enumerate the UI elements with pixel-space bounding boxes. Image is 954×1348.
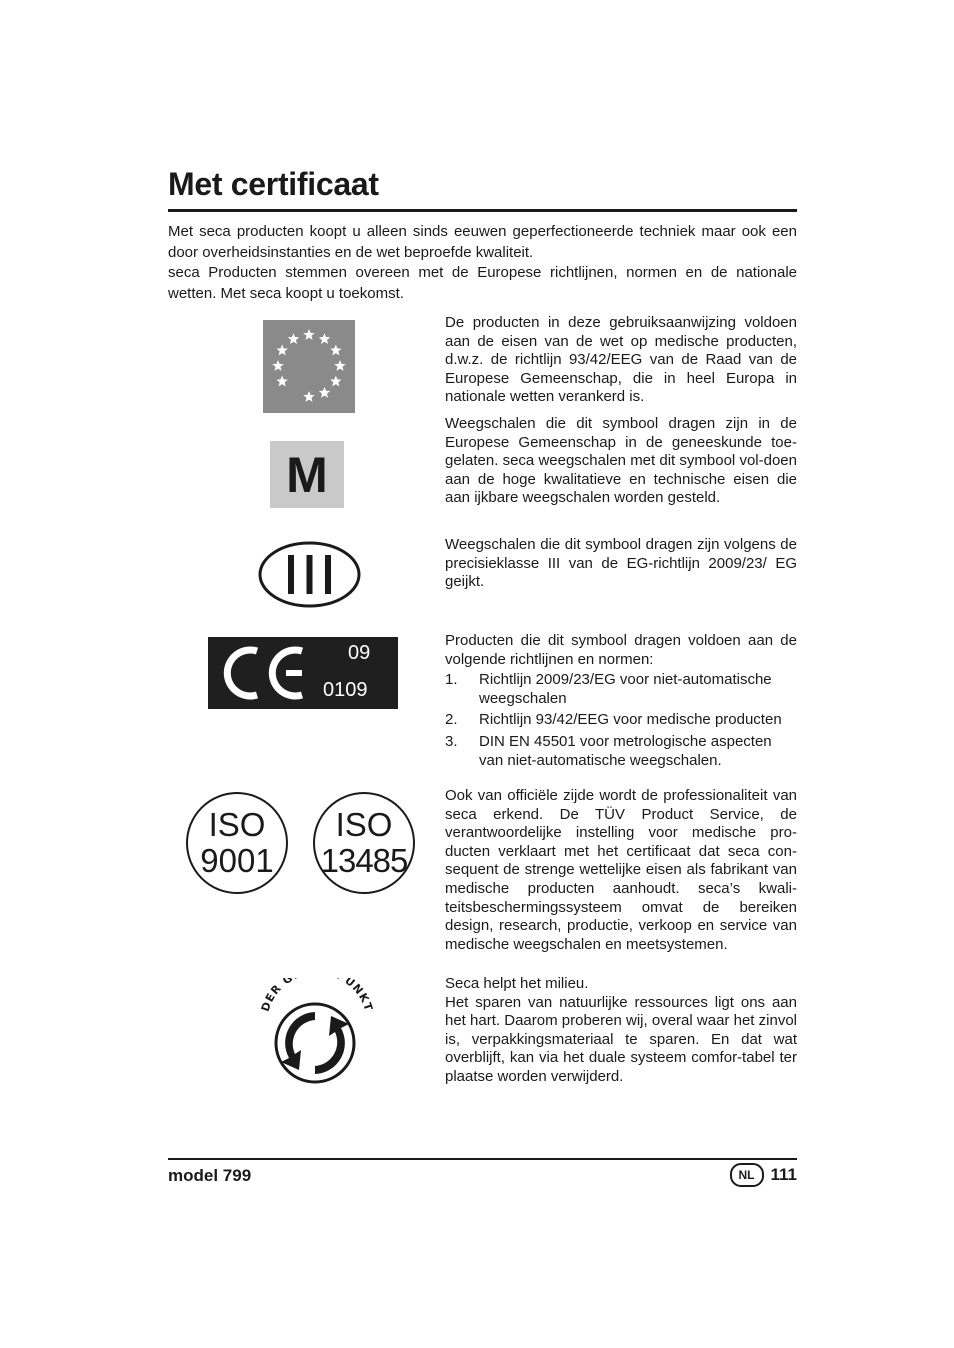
footer-divider xyxy=(168,1158,797,1160)
intro-text xyxy=(168,222,797,304)
iso-9001-badge xyxy=(186,792,288,894)
list-item: 3. DIN EN 45501 voor metrologische aspecten van niet-automatische weegschalen. xyxy=(445,732,772,769)
iso-number: 13485 xyxy=(320,842,408,879)
green-dot-section-text xyxy=(445,975,797,1087)
intro-paragraph: Met seca producten koopt u alleen sinds eeuwen geperfectioneerde techniek maar ook een door overheidsinstanties en de wet beproefde kwaliteit. xyxy=(168,223,797,261)
m-mark-icon xyxy=(270,441,344,508)
m-mark-text: Weegschalen die dit symbool dragen zijn in de Europese Gemeenschap in de geneeskunde toe-gelaten. seca weegschalen met dit symbool vol-doen aan de hoge kwalitatieve en technische eisen die aan ijkbare weegschalen worden gesteld. xyxy=(445,415,797,507)
footer-page-info xyxy=(730,1163,798,1187)
eu-directive-text: De producten in deze gebruiksaanwijzing voldoen aan de eisen van de wet op medische producten, d.w.z. de richtlijn 93/42/EEG van de Raad van de Europese Gemeenschap, die in heel Europa in nationale wetten verankerd is. xyxy=(445,314,797,406)
eu-flag-icon xyxy=(263,320,355,418)
green-dot-title: Seca helpt het milieu. xyxy=(445,975,589,992)
standards-list xyxy=(445,671,797,770)
ce-section-text xyxy=(445,632,797,773)
ce-mark-icon xyxy=(208,637,398,709)
ce-intro: Producten die dit symbool dragen voldoen aan de volgende richtlijnen en normen: xyxy=(445,632,797,668)
title-divider xyxy=(168,209,797,212)
page-number: 111 xyxy=(770,1165,797,1184)
footer-model: model 799 xyxy=(168,1166,252,1185)
iso-number: 9001 xyxy=(200,842,274,879)
intro-paragraph: seca Producten stemmen overeen met de Europese richtlijnen, normen en de nationale wetten. Met seca koopt u toekomst. xyxy=(168,264,797,302)
green-dot-logo-text: DER G UNKT xyxy=(258,978,375,1014)
list-item: 2. Richtlijn 93/42/EEG voor medische producten xyxy=(445,711,782,729)
green-dot-logo-icon xyxy=(255,978,375,1091)
m-mark-label: M xyxy=(286,446,328,503)
page-title: Met certificaat xyxy=(168,166,379,202)
class-three-icon xyxy=(258,541,361,613)
iso-13485-badge xyxy=(313,792,415,894)
iso-label: ISO xyxy=(208,806,266,843)
ce-number: 0109 xyxy=(323,679,368,701)
green-dot-text: Het sparen van natuurlijke ressources ligt ons aan het hart. Daarom proberen wij, overal waar het zinvol is, verpakkingsmateriaal te sparen. En dat wat overblijft, kan via het duale systeem comfor-tabel ter plaatse worden verwijderd. xyxy=(445,993,797,1085)
list-item: 1. Richtlijn 2009/23/EG voor niet-automatische weegschalen xyxy=(445,671,772,707)
iso-section-text: Ook van officiële zijde wordt de professionaliteit van seca erkend. De TÜV Product Service, de verantwoordelijke instelling voor medische pro-ducten verklaart met het certificaat dat seca con-sequent de strenge wettelijke eisen als fabrikant van medische producten aanhoudt. seca’s kwali-teitsbeschermingssysteem omvat de bereiken design, research, productie, verkoop en service van medische weegschalen en meetsystemen. xyxy=(445,787,797,953)
ce-year: 09 xyxy=(348,642,371,664)
iso-label: ISO xyxy=(335,806,393,843)
class-three-text: Weegschalen die dit symbool dragen zijn volgens de precisieklasse III van de EG-richtlijn 2009/23/ EG geijkt. xyxy=(445,536,797,591)
language-badge: NL xyxy=(730,1163,764,1187)
